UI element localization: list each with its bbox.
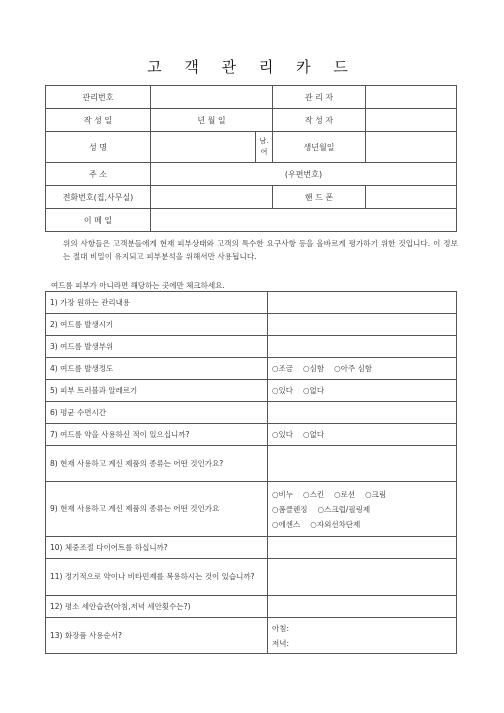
birth-value[interactable] xyxy=(366,132,457,163)
option-radio[interactable]: ○에센스 xyxy=(272,519,301,529)
date-label: 작 성 일 xyxy=(46,109,151,132)
answer-3[interactable] xyxy=(268,336,457,358)
answer-13[interactable] xyxy=(268,618,457,654)
evening-label: 저녁: xyxy=(272,638,290,648)
question-1: 1) 가장 원하는 관리내용 xyxy=(46,292,268,314)
privacy-notice: 위의 사항들은 고객분들에게 현재 피부상태와 고객의 특수한 요구사항 등을 올바르게 평가하기 위한 것입니다. 이 정보는 절대 비밀이 유지되고 피부분석을 위해서만 사용됩니다. xyxy=(63,239,458,261)
gender-male: 남. xyxy=(259,137,269,145)
option-radio[interactable]: ○로션 xyxy=(334,489,356,499)
customer-info-table xyxy=(45,85,457,232)
phone-label: 전화번호(집,사무실) xyxy=(46,186,151,209)
writer-label: 작 성 자 xyxy=(273,109,366,132)
question-9: 9) 현재 사용하고 계신 제품의 종류는 어떤 것인가요 xyxy=(46,482,268,537)
option-radio[interactable]: ○스킨 xyxy=(303,489,325,499)
question-13: 13) 화장품 사용순서? xyxy=(46,618,268,654)
gender-label[interactable] xyxy=(256,132,273,163)
address-value[interactable]: (우편번호) xyxy=(151,163,457,186)
question-6: 6) 평균 수면시간 xyxy=(46,402,268,424)
question-8: 8) 현재 사용하고 계신 제품의 종류는 어떤 것인가요? xyxy=(46,446,268,482)
address-label: 주 소 xyxy=(46,163,151,186)
email-value[interactable] xyxy=(151,209,457,232)
phone-value[interactable] xyxy=(151,186,273,209)
question-3: 3) 여드름 발생부위 xyxy=(46,336,268,358)
date-value[interactable]: 년 월 일 xyxy=(151,109,273,132)
checklist-instruction: 여드름 피부가 아니라면 해당하는 곳에만 체크하세요. xyxy=(51,281,225,290)
question-10: 10) 체중조절 다이어트를 하십니까? xyxy=(46,537,268,559)
morning-label: 아침: xyxy=(272,623,290,633)
answer-7[interactable] xyxy=(268,424,457,446)
option-radio[interactable]: ○있다 xyxy=(272,386,294,395)
mgmt-no-label: 관리번호 xyxy=(46,86,151,109)
answer-12[interactable] xyxy=(268,596,457,618)
birth-label: 생년월일 xyxy=(273,132,366,163)
option-radio[interactable]: ○아주 심함 xyxy=(334,364,373,373)
option-radio[interactable]: ○크림 xyxy=(365,489,387,499)
mgmt-no-value[interactable] xyxy=(151,86,273,109)
answer-10[interactable] xyxy=(268,537,457,559)
option-radio[interactable]: ○없다 xyxy=(303,430,325,439)
page-title: 고 객 관 리 카 드 xyxy=(147,58,357,76)
option-radio[interactable]: ○폼클렌징 xyxy=(272,504,308,514)
mobile-label: 핸 드 폰 xyxy=(273,186,366,209)
answer-2[interactable] xyxy=(268,314,457,336)
answer-6[interactable] xyxy=(268,402,457,424)
option-radio[interactable]: ○스크럽/필링제 xyxy=(317,504,371,514)
question-12: 12) 평소 세안습관(아침,저녁 세안횟수는?) xyxy=(46,596,268,618)
option-radio[interactable]: ○심함 xyxy=(303,364,325,373)
answer-5[interactable] xyxy=(268,380,457,402)
name-value[interactable] xyxy=(151,132,256,163)
answer-11[interactable] xyxy=(268,559,457,596)
option-radio[interactable]: ○없다 xyxy=(303,386,325,395)
question-5: 5) 피부 트러블과 알레르기 xyxy=(46,380,268,402)
option-radio[interactable]: ○비누 xyxy=(272,489,294,499)
option-radio[interactable]: ○자외선차단제 xyxy=(310,519,361,529)
option-radio[interactable]: ○조금 xyxy=(272,364,294,373)
name-label: 성 명 xyxy=(46,132,151,163)
email-label: 이 메 일 xyxy=(46,209,151,232)
mobile-value[interactable] xyxy=(366,186,457,209)
question-2: 2) 여드름 발생시기 xyxy=(46,314,268,336)
question-11: 11) 정기적으로 약이나 비타민제를 복용하시는 것이 있습니까? xyxy=(46,559,268,596)
question-7: 7) 여드름 약을 사용하신 적이 있으십니까? xyxy=(46,424,268,446)
skin-questionnaire-table xyxy=(45,291,457,654)
manager-value[interactable] xyxy=(366,86,457,109)
answer-4[interactable] xyxy=(268,358,457,380)
answer-1[interactable] xyxy=(268,292,457,314)
option-radio[interactable]: ○있다 xyxy=(272,430,294,439)
manager-label: 관 리 자 xyxy=(273,86,366,109)
gender-female: 여 xyxy=(260,148,268,156)
writer-value[interactable] xyxy=(366,109,457,132)
answer-9[interactable] xyxy=(268,482,457,537)
question-4: 4) 여드름 발생정도 xyxy=(46,358,268,380)
answer-8[interactable] xyxy=(268,446,457,482)
